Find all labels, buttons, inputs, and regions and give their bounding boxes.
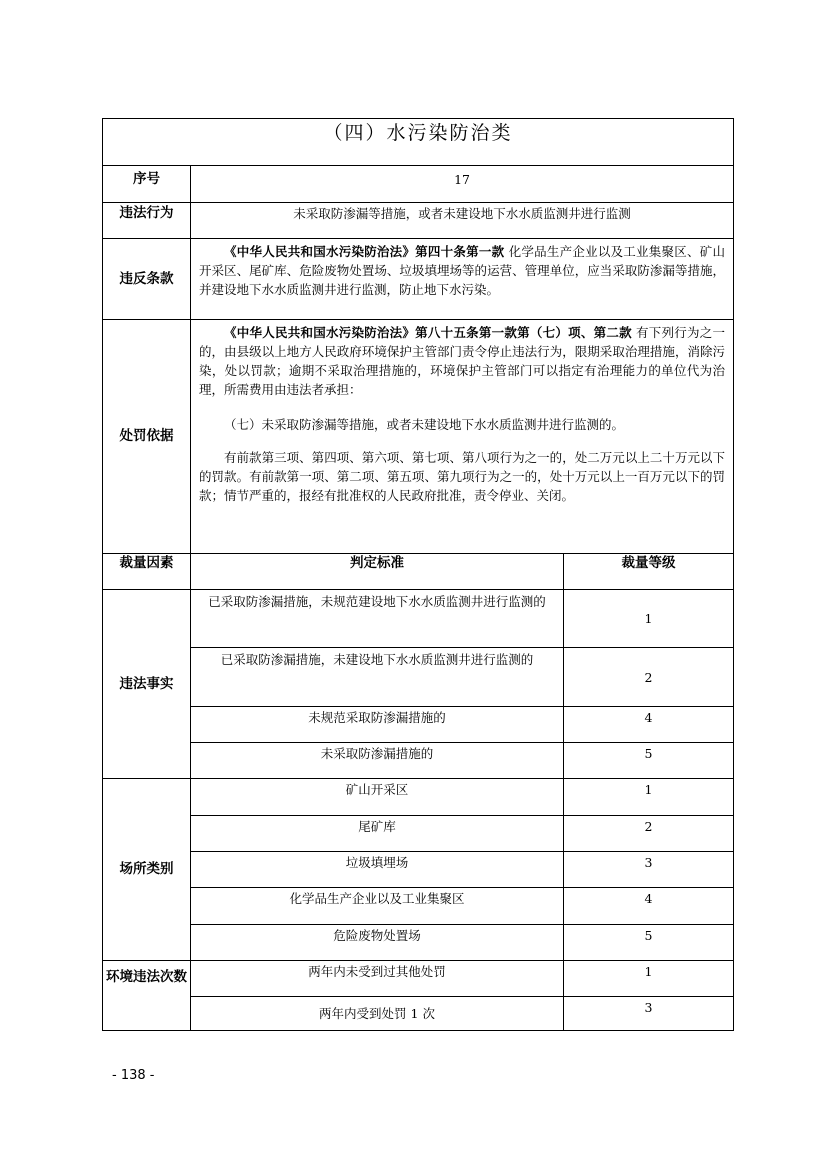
level-cell: 5 [564,925,734,961]
criterion-cell: 垃圾填埋场 [191,852,564,888]
criterion-cell: 未采取防渗漏措施的 [191,743,564,779]
enforcement-table [102,118,734,1031]
seq-value: 17 [191,166,734,203]
criterion-cell: 尾矿库 [191,816,564,852]
table-row [103,743,734,779]
criterion-cell: 未规范采取防渗漏措施的 [191,707,564,743]
penalty-text-1: 有下列行为之一的，由县级以上地方人民政府环境保护主管部门责令停止违法行为，限期采取治理措施，消除污染，处以罚款；逾期不采取治理措施的，环境保护主管部门可以指定有治理能力的单位代为治理，所需费用由违法者承担： [199,325,726,397]
level-cell: 3 [564,997,734,1031]
level-cell: 5 [564,743,734,779]
table-row [103,852,734,888]
factor-label: 场所类别 [103,779,191,961]
seq-label: 序号 [103,166,191,203]
clause-text: 化学品生产企业以及工业集聚区、矿山开采区、尾矿库、危险废物处置场、垃圾填埋场等的运营、管理单位，应当采取防渗漏等措施，并建设地下水水质监测井进行监测，防止地下水污染。 [199,244,726,297]
level-cell: 3 [564,852,734,888]
penalty-law: 《中华人民共和国水污染防治法》第八十五条第一款第（七）项、第二款 [224,325,632,340]
behavior-label: 违法行为 [103,203,191,239]
level-cell: 2 [564,648,734,707]
table-row [103,590,734,648]
penalty-text-2: （七）未采取防渗漏等措施，或者未建设地下水水质监测井进行监测的。 [224,417,625,432]
level-cell: 1 [564,590,734,648]
table-row [103,779,734,816]
section-title: （四）水污染防治类 [103,119,734,166]
level-cell: 1 [564,779,734,816]
table-row [103,925,734,961]
criterion-cell: 化学品生产企业以及工业集聚区 [191,888,564,925]
table-row [103,816,734,852]
table-row [103,707,734,743]
penalty-label: 处罚依据 [103,320,191,554]
penalty-content [191,320,734,554]
table-row [103,888,734,925]
table-row [103,648,734,707]
level-cell: 4 [564,707,734,743]
criterion-cell: 已采取防渗漏措施，未建设地下水水质监测井进行监测的 [191,648,564,707]
clause-label: 违反条款 [103,239,191,320]
criterion-cell: 两年内受到处罚 1 次 [191,997,564,1031]
criterion-cell: 两年内未受到过其他处罚 [191,961,564,997]
level-cell: 2 [564,816,734,852]
factor-label: 环境违法次数 [103,961,191,1031]
penalty-text-3: 有前款第三项、第四项、第六项、第七项、第八项行为之一的，处二万元以上二十万元以下的罚款。有前款第一项、第二项、第五项、第九项行为之一的，处十万元以上一百万元以下的罚款；情节严重的，报经有批准权的人民政府批准，责令停业、关闭。 [199,450,726,503]
header-criterion: 判定标准 [191,554,564,590]
level-cell: 4 [564,888,734,925]
header-level: 裁量等级 [564,554,734,590]
criterion-cell: 矿山开采区 [191,779,564,816]
header-factor: 裁量因素 [103,554,191,590]
factor-label: 违法事实 [103,590,191,779]
behavior-value: 未采取防渗漏等措施，或者未建设地下水水质监测井进行监测 [191,203,734,239]
clause-law: 《中华人民共和国水污染防治法》第四十条第一款 [224,244,505,259]
level-cell: 1 [564,961,734,997]
criterion-cell: 危险废物处置场 [191,925,564,961]
table-row [103,961,734,997]
criterion-cell: 已采取防渗漏措施，未规范建设地下水水质监测井进行监测的 [191,590,564,648]
clause-content [191,239,734,320]
page-number: - 138 - [112,1068,155,1083]
table-row [103,997,734,1031]
